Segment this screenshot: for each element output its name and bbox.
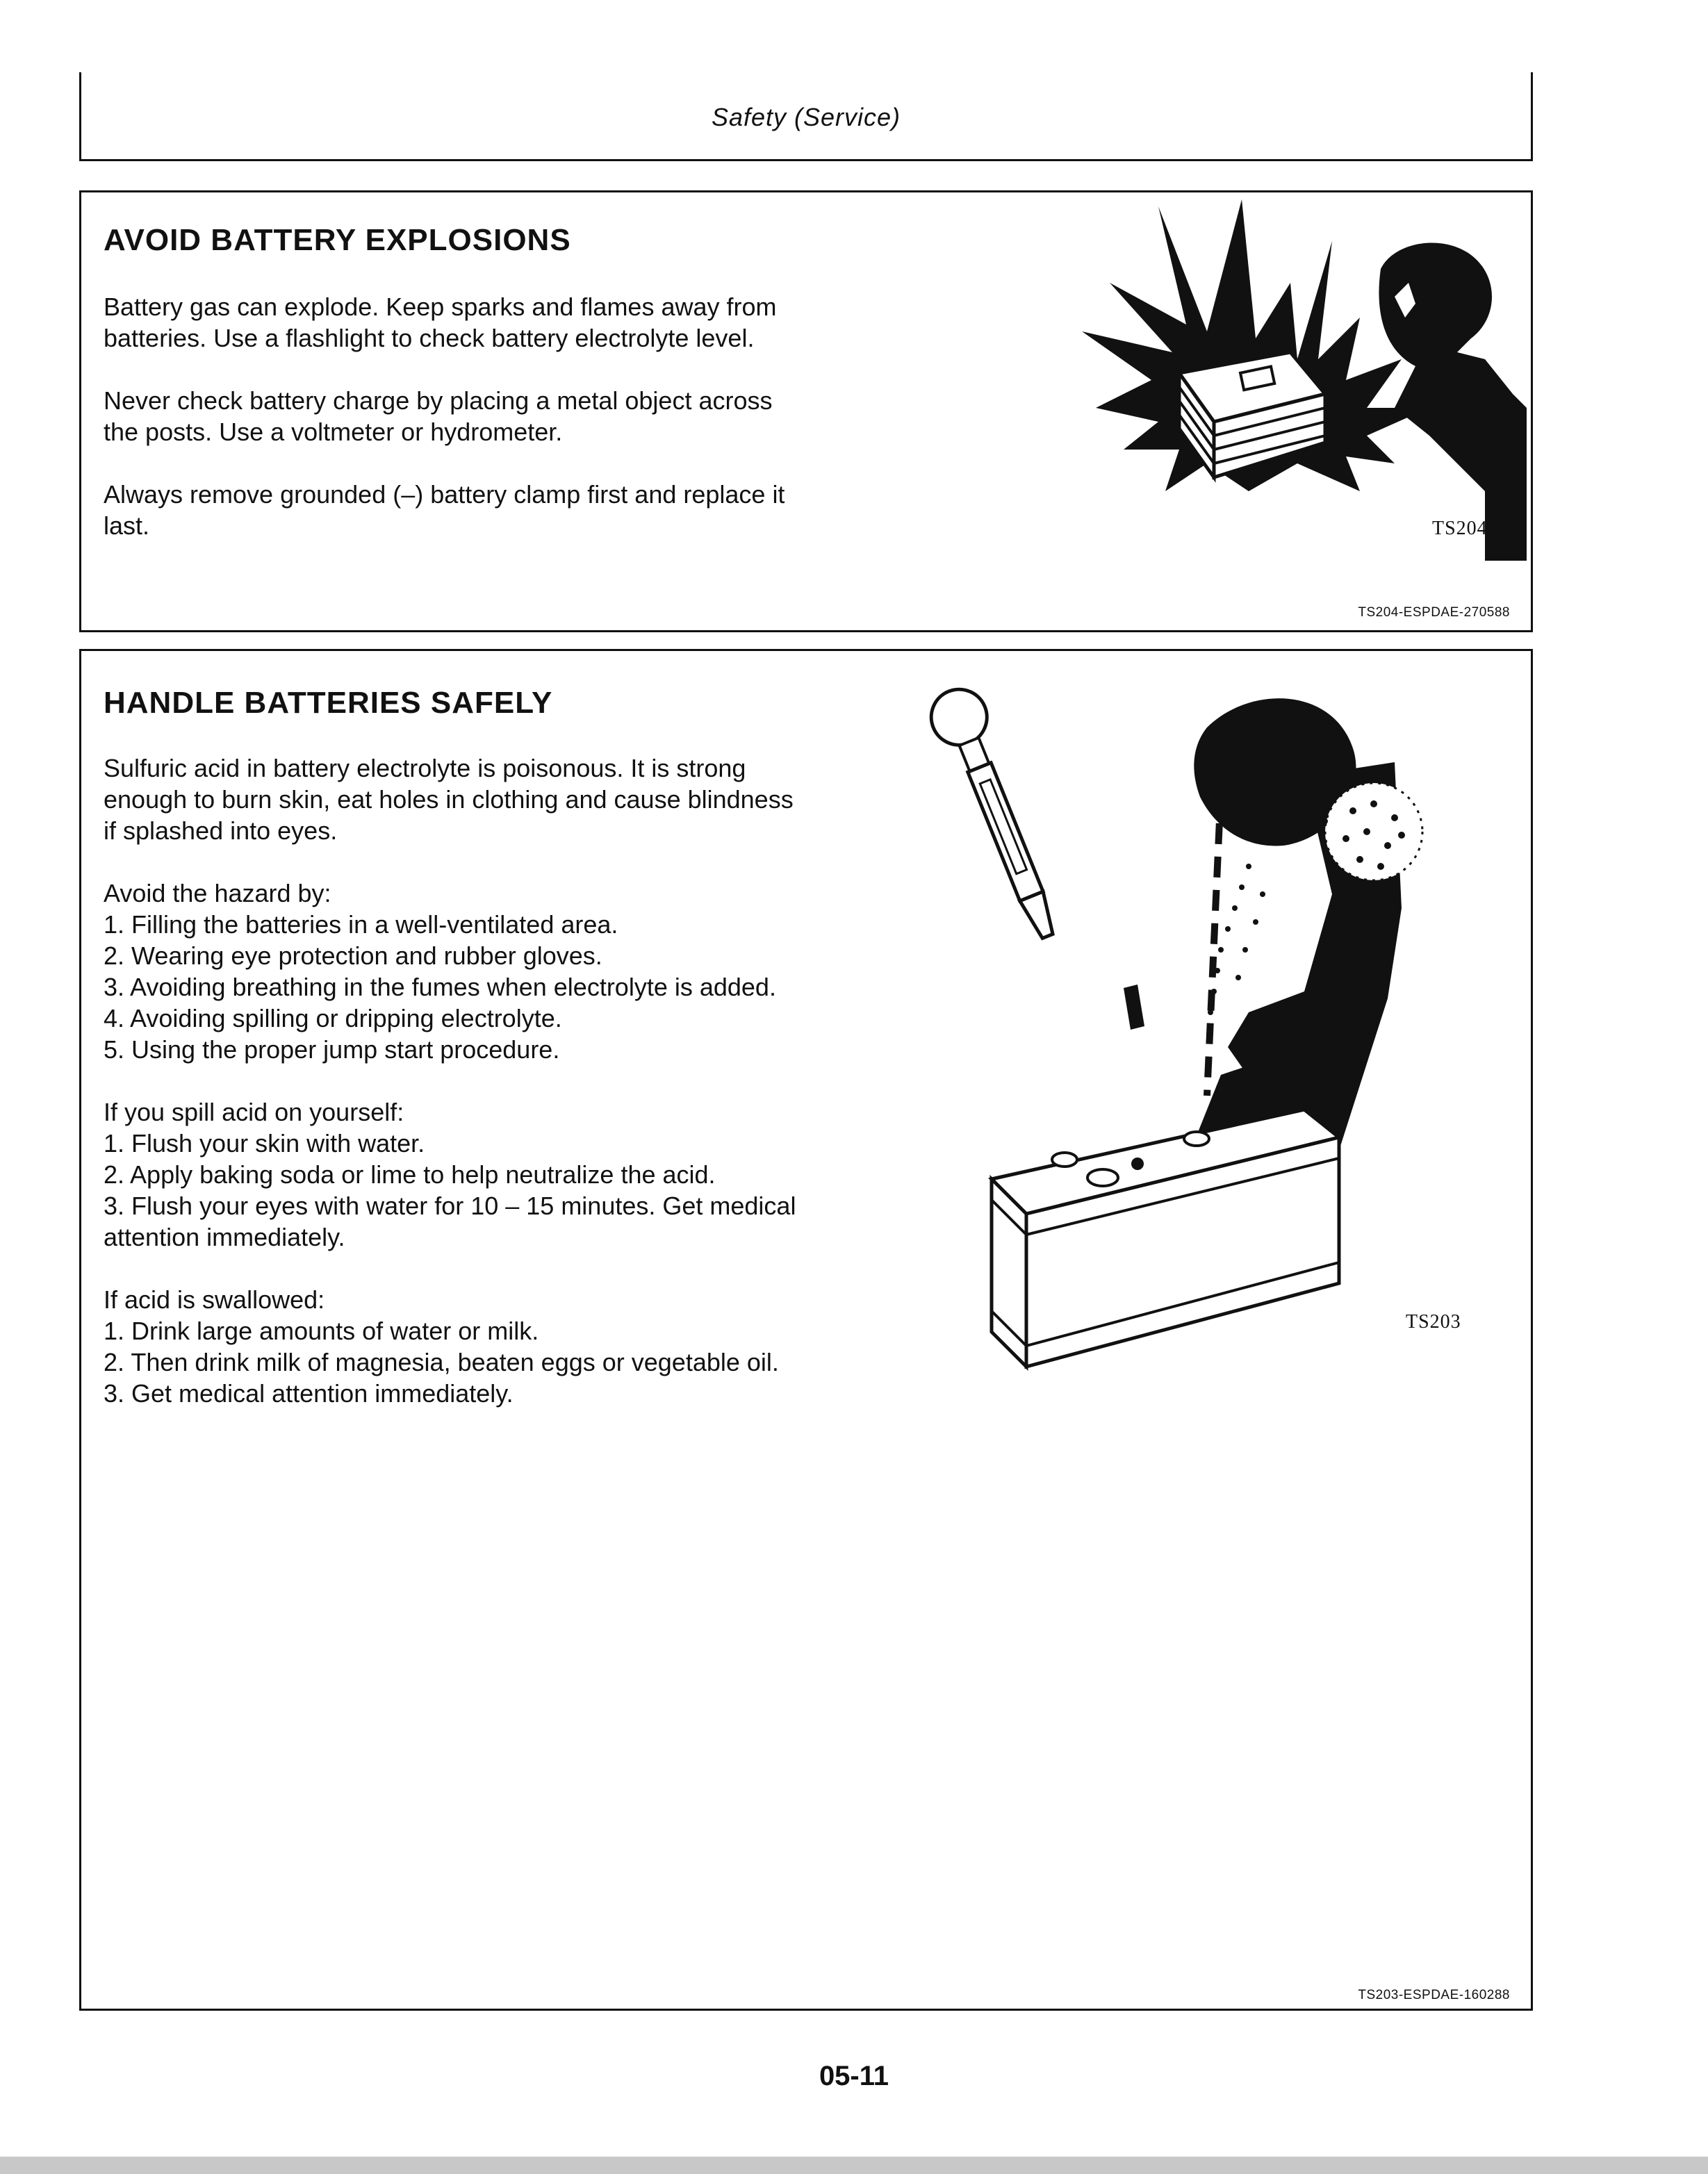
- figure-code: TS203: [1406, 1311, 1461, 1333]
- scan-edge: [0, 2157, 1708, 2174]
- swallowed-acid-list: [104, 1284, 812, 1409]
- list-item: 1. Drink large amounts of water or milk.: [104, 1317, 539, 1345]
- list-heading: Avoid the hazard by:: [104, 879, 331, 907]
- section-body: [104, 291, 812, 573]
- document-id: TS203-ESPDAE-160288: [1358, 1988, 1510, 2002]
- document-id: TS204-ESPDAE-270588: [1358, 605, 1510, 620]
- list-item: 2. Then drink milk of magnesia, beaten eggs or vegetable oil.: [104, 1348, 779, 1376]
- page-number: 05-11: [819, 2061, 889, 2091]
- list-item: 2. Wearing eye protection and rubber gloves.: [104, 941, 602, 970]
- section-title: HANDLE BATTERIES SAFELY: [104, 686, 553, 720]
- list-item: 1. Filling the batteries in a well-ventilated area.: [104, 910, 618, 939]
- paragraph: Battery gas can explode. Keep sparks and flames away from batteries. Use a flashlight to check battery electrolyte level.: [104, 293, 777, 352]
- list-item: 1. Flush your skin with water.: [104, 1129, 425, 1158]
- section-body: [104, 752, 812, 1440]
- avoid-hazard-list: [104, 878, 812, 1065]
- list-heading: If you spill acid on yourself:: [104, 1098, 404, 1126]
- list-item: 2. Apply baking soda or lime to help neutralize the acid.: [104, 1160, 716, 1189]
- battery-explosion-illustration: [1068, 199, 1527, 561]
- list-item: 5. Using the proper jump start procedure.: [104, 1035, 560, 1064]
- header-title: Safety (Service): [711, 103, 901, 131]
- page-header: [79, 72, 1533, 161]
- intro-paragraph: Sulfuric acid in battery electrolyte is poisonous. It is strong enough to burn skin, eat holes in clothing and cause blindness if splashed into eyes.: [104, 754, 794, 845]
- section-title: AVOID BATTERY EXPLOSIONS: [104, 223, 571, 257]
- list-item: 3. Get medical attention immediately.: [104, 1379, 514, 1408]
- list-heading: If acid is swallowed:: [104, 1285, 325, 1314]
- figure-code: TS204: [1432, 518, 1488, 539]
- section-handle-batteries-safely: [79, 649, 1533, 2011]
- spill-acid-list: [104, 1096, 812, 1253]
- list-item: 3. Avoiding breathing in the fumes when electrolyte is added.: [104, 973, 776, 1001]
- paragraph: Never check battery charge by placing a metal object across the posts. Use a voltmeter or hydrometer.: [104, 386, 773, 446]
- section-avoid-battery-explosions: [79, 190, 1533, 632]
- list-item: 3. Flush your eyes with water for 10 – 15 minutes. Get medical attention immediately.: [104, 1192, 796, 1251]
- battery-acid-hazard-illustration: [915, 686, 1541, 1394]
- paragraph: Always remove grounded (–) battery clamp first and replace it last.: [104, 480, 785, 540]
- list-item: 4. Avoiding spilling or dripping electrolyte.: [104, 1004, 562, 1032]
